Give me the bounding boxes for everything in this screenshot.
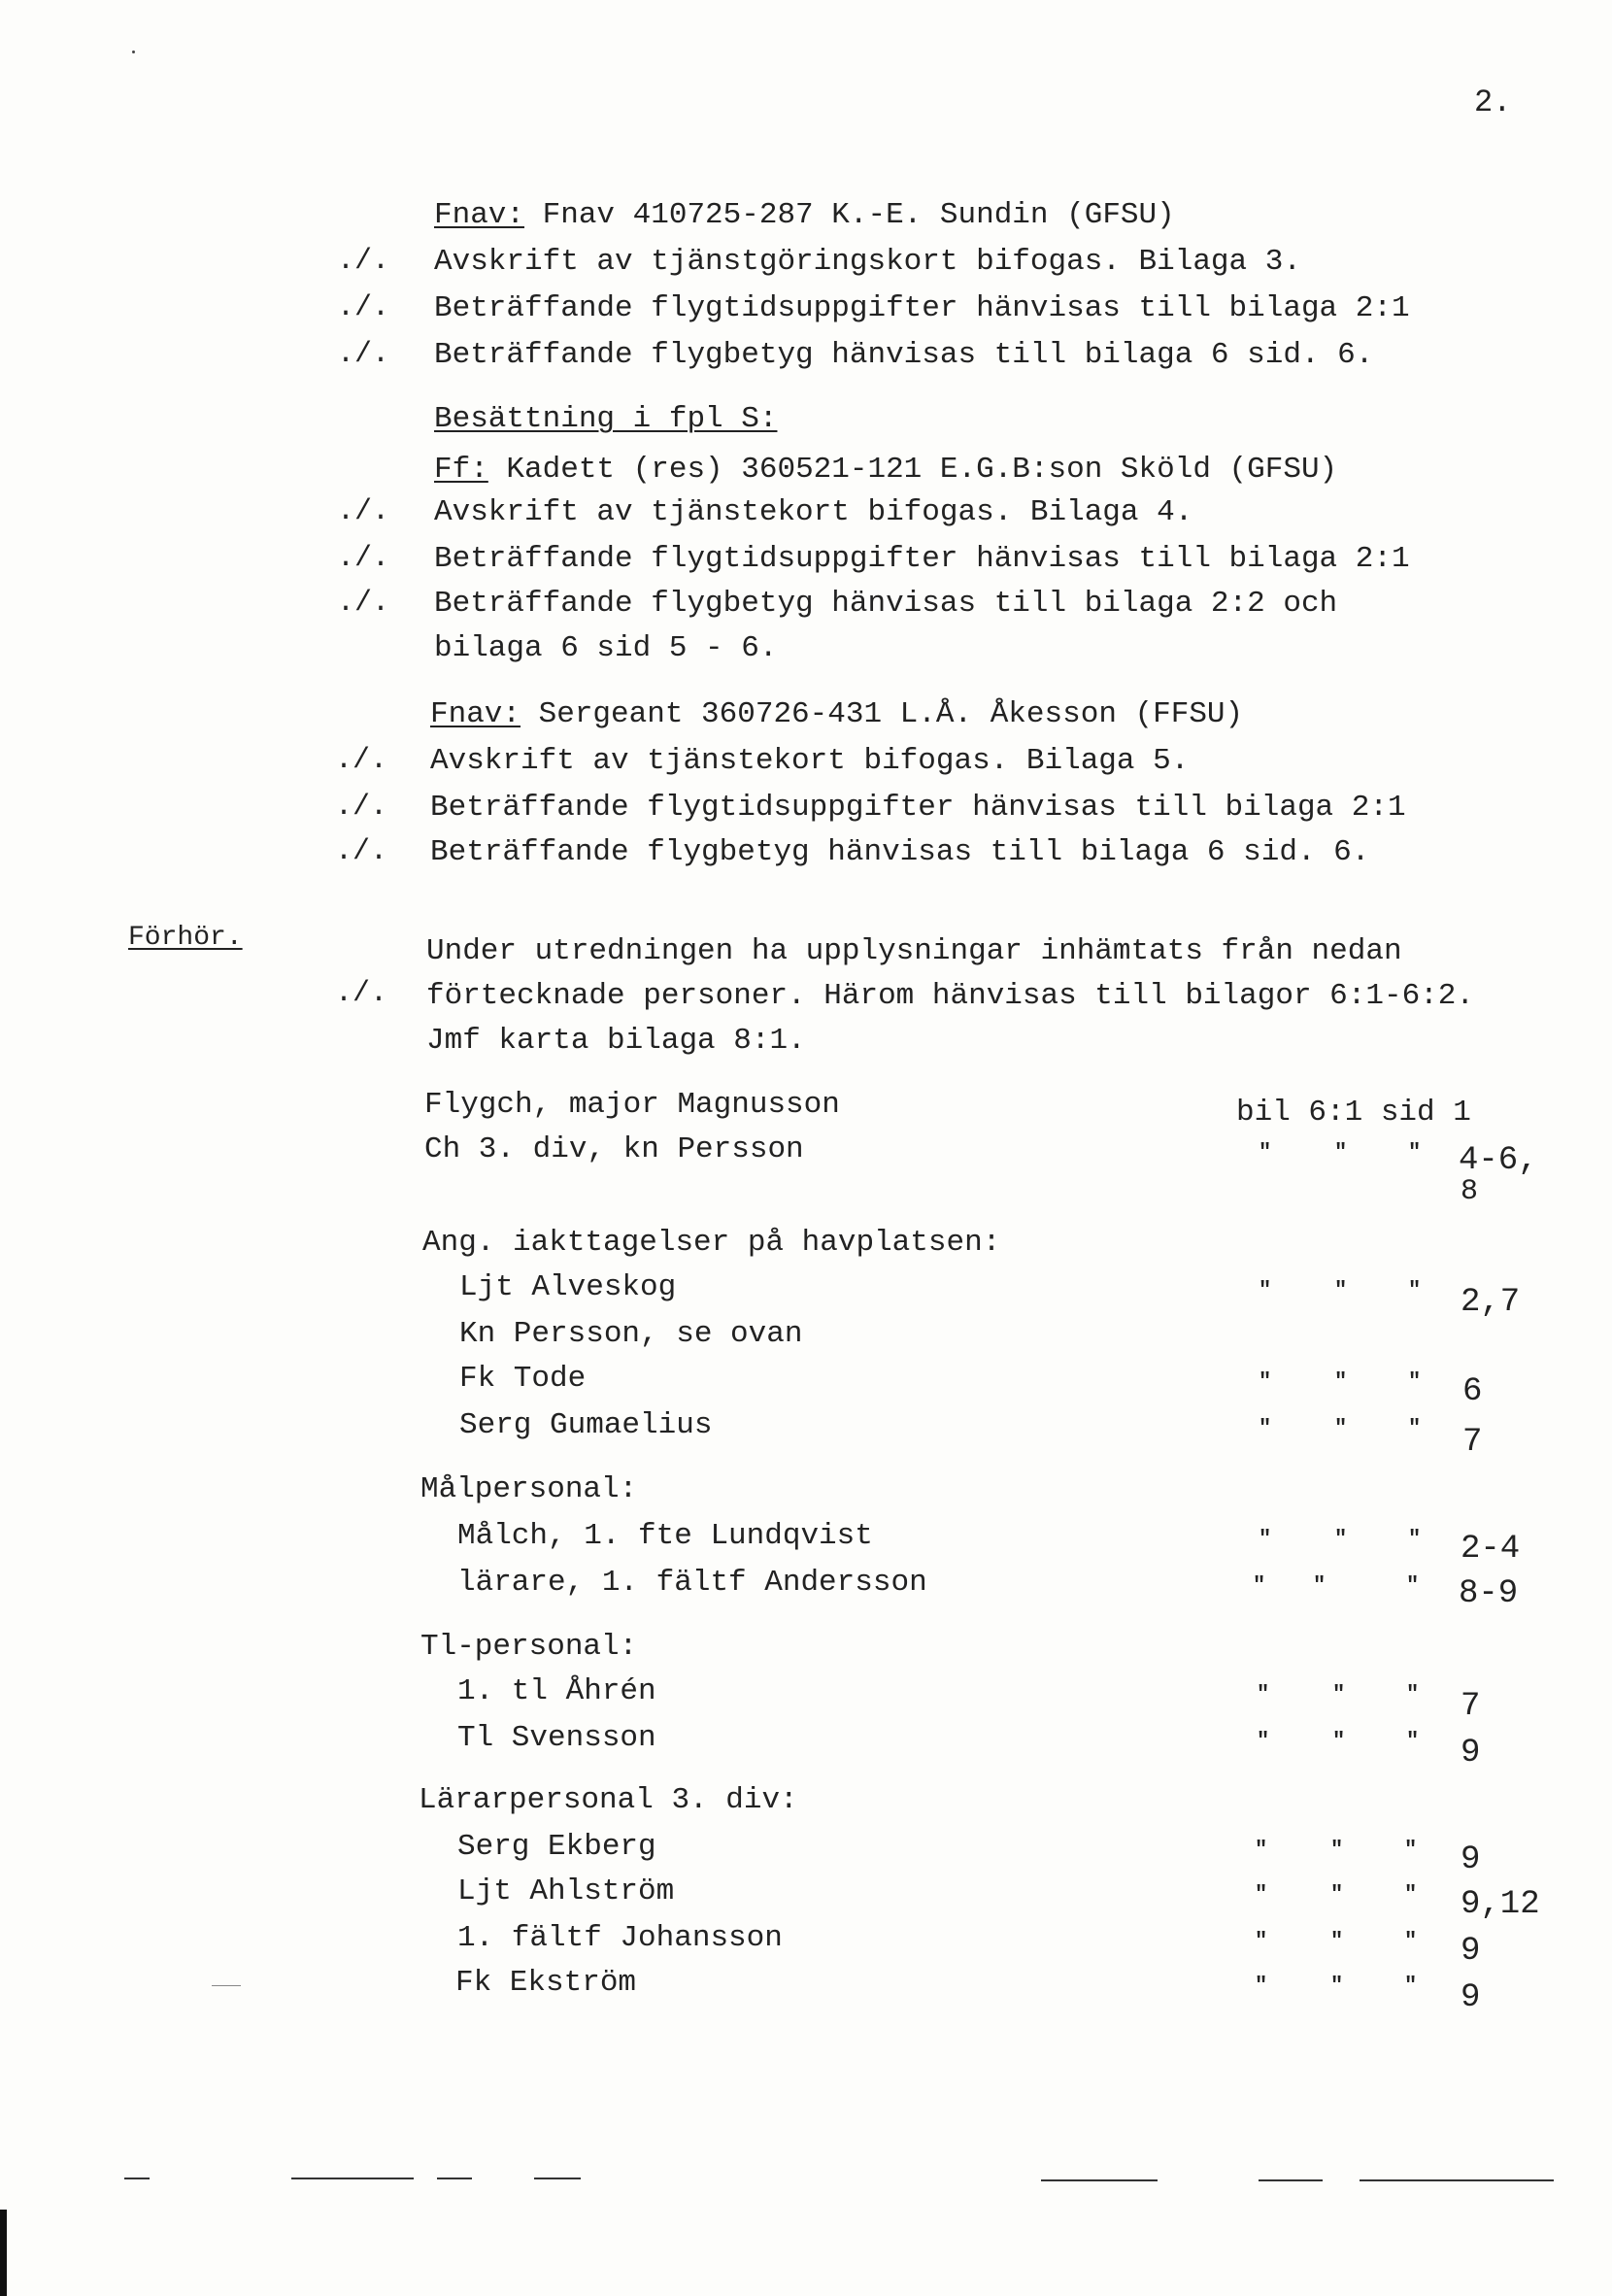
ditto-mark: " [1404,1838,1418,1862]
person-ch3: Ch 3. div, kn Persson [424,1132,804,1166]
ff-line-1: Avskrift av tjänstekort bifogas. Bilaga 4. [434,495,1193,529]
section-malpersonal: Målpersonal: [420,1472,638,1506]
ditto-mark: " [1313,1573,1327,1598]
page-ref: 7 [1461,1688,1481,1725]
bottom-rule [534,2178,581,2179]
margin-mark: ./. [337,495,390,528]
page-ref: 6 [1462,1373,1483,1410]
ditto-mark: " [1255,1974,1268,1998]
bottom-rule [1041,2179,1158,2181]
ditto-mark: " [1253,1573,1266,1598]
person-alveskog: Ljt Alveskog [459,1270,677,1304]
margin-mark: ./. [337,338,390,371]
forhor-intro-3: Jmf karta bilaga 8:1. [426,1024,806,1058]
ditto-mark: " [1334,1527,1348,1551]
person-ahren: 1. tl Åhrén [457,1674,656,1708]
person-gumaelius: Serg Gumaelius [459,1408,713,1442]
bottom-rule [1360,2179,1554,2181]
person-ekstrom: Fk Ekström [455,1966,637,2000]
forhor-label: Förhör. [128,923,243,953]
ditto-mark: " [1406,1573,1420,1598]
section-tl-personal: Tl-personal: [420,1630,638,1664]
margin-mark: ./. [335,744,388,777]
ditto-mark: " [1257,1729,1270,1753]
ff-line-2: Beträffande flygtidsuppgifter hänvisas till bilaga 2:1 [434,542,1410,576]
page-ref: 9,12 [1461,1886,1540,1923]
ditto-mark: " [1334,1140,1348,1165]
person-persson-see: Kn Persson, se ovan [459,1317,803,1351]
ditto-mark: " [1255,1838,1268,1862]
ditto-mark: " [1334,1369,1348,1394]
scan-speck [132,51,135,53]
margin-mark: ./. [337,245,390,278]
person-ahlstrom: Ljt Ahlström [457,1874,675,1908]
forhor-intro-1: Under utredningen ha upplysningar inhämtats från nedan [426,934,1402,968]
ditto-mark: " [1408,1140,1422,1165]
ff-line-3: Beträffande flygbetyg hänvisas till bilaga 2:2 och [434,587,1338,621]
person-tode: Fk Tode [459,1362,587,1396]
ditto-mark: " [1334,1278,1348,1302]
ff-text: Kadett (res) 360521-121 E.G.B:son Sköld (GFSU) [487,453,1338,487]
margin-mark: ./. [337,542,390,575]
page-ref: 7 [1462,1424,1483,1461]
person-johansson: 1. fältf Johansson [457,1921,783,1955]
fnav2-label: Fnav: [430,697,521,731]
bottom-rule [1259,2179,1323,2181]
ditto-mark: " [1259,1140,1272,1165]
ditto-mark: " [1408,1369,1422,1394]
margin-mark: ./. [337,587,390,620]
person-svensson: Tl Svensson [457,1721,656,1755]
ditto-mark: " [1332,1729,1346,1753]
ditto-mark: " [1404,1974,1418,1998]
page-ref: 8 [1461,1175,1479,1208]
ff-line-4: bilaga 6 sid 5 - 6. [434,631,778,665]
ditto-mark: " [1259,1278,1272,1302]
page-ref: 8-9 [1459,1575,1519,1612]
scan-speck [212,1985,241,1986]
page-ref: 9 [1461,1735,1481,1772]
fnav1-label: Fnav: [434,198,525,232]
bottom-rule [291,2178,414,2179]
section-ang: Ang. iakttagelser på havplatsen: [422,1226,1001,1260]
ref-header: bil 6:1 sid 1 [1236,1096,1471,1130]
ditto-mark: " [1259,1416,1272,1440]
ditto-mark: " [1259,1369,1272,1394]
ditto-mark: " [1332,1682,1346,1706]
margin-mark: ./. [335,835,388,868]
person-ekberg: Serg Ekberg [457,1830,656,1864]
fnav1-text: Fnav 410725-287 K.-E. Sundin (GFSU) [524,198,1175,232]
page-ref: 9 [1461,1933,1481,1970]
ff-line [434,455,1337,485]
ditto-mark: " [1330,1974,1344,1998]
fnav1-line-1: Avskrift av tjänstgöringskort bifogas. Bilaga 3. [434,245,1301,279]
ditto-mark: " [1406,1729,1420,1753]
ditto-mark: " [1404,1929,1418,1953]
fnav2-line-1: Avskrift av tjänstekort bifogas. Bilaga 5. [430,744,1190,778]
ditto-mark: " [1330,1882,1344,1907]
bottom-rule [124,2178,150,2179]
ditto-mark: " [1404,1882,1418,1907]
page-ref: 2-4 [1461,1531,1521,1568]
margin-mark: ./. [335,977,388,1010]
ditto-mark: " [1330,1929,1344,1953]
page-ref: 9 [1461,1841,1481,1878]
ditto-mark: " [1330,1838,1344,1862]
bottom-rule [437,2178,472,2179]
forhor-intro-2: förtecknade personer. Härom hänvisas till bilagor 6:1-6:2. [426,979,1474,1013]
page-ref: 2,7 [1461,1284,1521,1321]
fnav1-line-3: Beträffande flygbetyg hänvisas till bilaga 6 sid. 6. [434,338,1374,372]
ditto-mark: " [1408,1278,1422,1302]
ditto-mark: " [1408,1416,1422,1440]
ditto-mark: " [1255,1882,1268,1907]
ditto-mark: " [1408,1527,1422,1551]
page-ref: 4-6, [1459,1142,1538,1179]
person-flygch: Flygch, major Magnusson [424,1088,840,1122]
fnav2-line-2: Beträffande flygtidsuppgifter hänvisas till bilaga 2:1 [430,791,1406,825]
ditto-mark: " [1406,1682,1420,1706]
ditto-mark: " [1334,1416,1348,1440]
scan-edge [0,2210,7,2296]
fnav2-line [430,699,1243,729]
crew-heading: Besättning i fpl S: [434,402,778,436]
fnav2-line-3: Beträffande flygbetyg hänvisas till bilaga 6 sid. 6. [430,835,1370,869]
ditto-mark: " [1255,1929,1268,1953]
page-ref: 9 [1461,1979,1481,2016]
fnav2-text: Sergeant 360726-431 L.Å. Åkesson (FFSU) [521,697,1244,731]
ditto-mark: " [1257,1682,1270,1706]
fnav1-line [434,200,1175,230]
fnav1-line-2: Beträffande flygtidsuppgifter hänvisas till bilaga 2:1 [434,291,1410,325]
margin-mark: ./. [337,291,390,324]
margin-mark: ./. [335,791,388,824]
person-lundqvist: Målch, 1. fte Lundqvist [457,1519,873,1553]
section-lararpersonal: Lärarpersonal 3. div: [419,1783,798,1817]
ditto-mark: " [1259,1527,1272,1551]
ff-label: Ff: [434,453,488,487]
person-andersson: lärare, 1. fältf Andersson [457,1566,927,1600]
page-number: 2. [1474,84,1512,120]
